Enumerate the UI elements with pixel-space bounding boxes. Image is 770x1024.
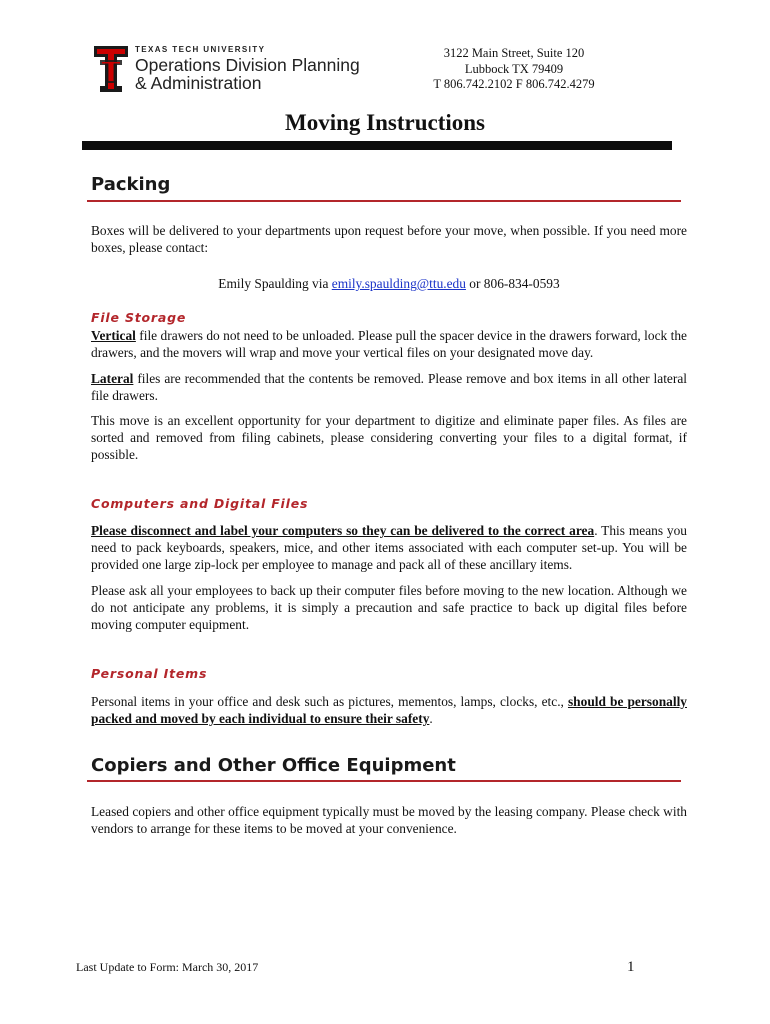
subheading-computers: Computers and Digital Files (91, 496, 309, 511)
packing-intro: Boxes will be delivered to your departments upon request before your move, when possible. If you need more boxes, please contact: (91, 223, 687, 255)
computers-instruction: Please disconnect and label your computers so they can be delivered to the correct area (91, 523, 595, 538)
lateral-label: Lateral (91, 371, 134, 386)
subheading-file-storage: File Storage (91, 310, 187, 325)
file-storage-lateral (91, 370, 687, 404)
vertical-text: file drawers do not need to be unloaded. Please pull the spacer device in the drawers forward, lock the drawers, and the movers will wrap and move your vertical files on your designated move day. (91, 328, 687, 360)
section-divider-copiers (87, 780, 681, 782)
title-divider (82, 141, 672, 150)
address-phone-fax: T 806.742.2102 F 806.742.4279 (433, 77, 595, 91)
logo-department-line1: Operations Division Planning (135, 55, 360, 75)
computers-text: . This means you need to pack keyboards, speakers, mice, and other items associated with each computer set-up. You will be provided one large zip-lock per employee to manage and pack all of these ancillary items. (91, 523, 688, 572)
computers-paragraph-2: Please ask all your employees to back up their computer files before moving to the new location. Although we do not anticipate any problems, it is simply a precaution and safe practice to back up digital files before moving computer equipment. (91, 583, 687, 632)
packing-contact (91, 275, 687, 292)
section-divider-packing (87, 200, 681, 202)
address-block (420, 46, 608, 93)
copiers-paragraph: Leased copiers and other office equipment typically must be moved by the leasing company. Please check with vendors to arrange for these items to be moved at your convenience. (91, 804, 687, 836)
address-city: Lubbock TX 79409 (464, 61, 564, 76)
contact-suffix: or 806-834-0593 (465, 276, 560, 291)
page-number: 1 (627, 959, 635, 975)
lateral-text: files are recommended that the contents be removed. Please remove and box items in all other lateral file drawers. (91, 371, 687, 403)
file-storage-vertical (91, 327, 687, 361)
personal-emphasis: should be personally packed and moved by each individual to ensure their safety (91, 694, 687, 726)
section-heading-packing: Packing (91, 174, 171, 195)
subheading-personal-items: Personal Items (91, 666, 208, 681)
double-t-logo-icon (94, 46, 128, 92)
computers-paragraph-1 (91, 522, 687, 573)
personal-end: . (429, 711, 433, 726)
address-street: 3122 Main Street, Suite 120 (443, 46, 585, 60)
logo-university-name: TEXAS TECH UNIVERSITY (135, 45, 266, 54)
contact-email-link[interactable]: emily.spaulding@ttu.edu (331, 276, 466, 291)
file-storage-digitize: This move is an excellent opportunity for your department to digitize and eliminate paper files. As files are sorted and removed from filing cabinets, please considering converting your files to a digital format, if possible. (91, 413, 687, 462)
personal-text: Personal items in your office and desk such as pictures, mementos, lamps, clocks, etc., (91, 694, 568, 709)
logo-department-line2: & Administration (135, 73, 262, 93)
footer-last-update: Last Update to Form: March 30, 2017 (76, 960, 259, 974)
vertical-label: Vertical (91, 328, 136, 343)
page-title: Moving Instructions (285, 110, 485, 135)
personal-paragraph (91, 693, 687, 727)
contact-prefix: Emily Spaulding via (218, 276, 332, 291)
section-heading-copiers: Copiers and Other Office Equipment (91, 755, 456, 776)
